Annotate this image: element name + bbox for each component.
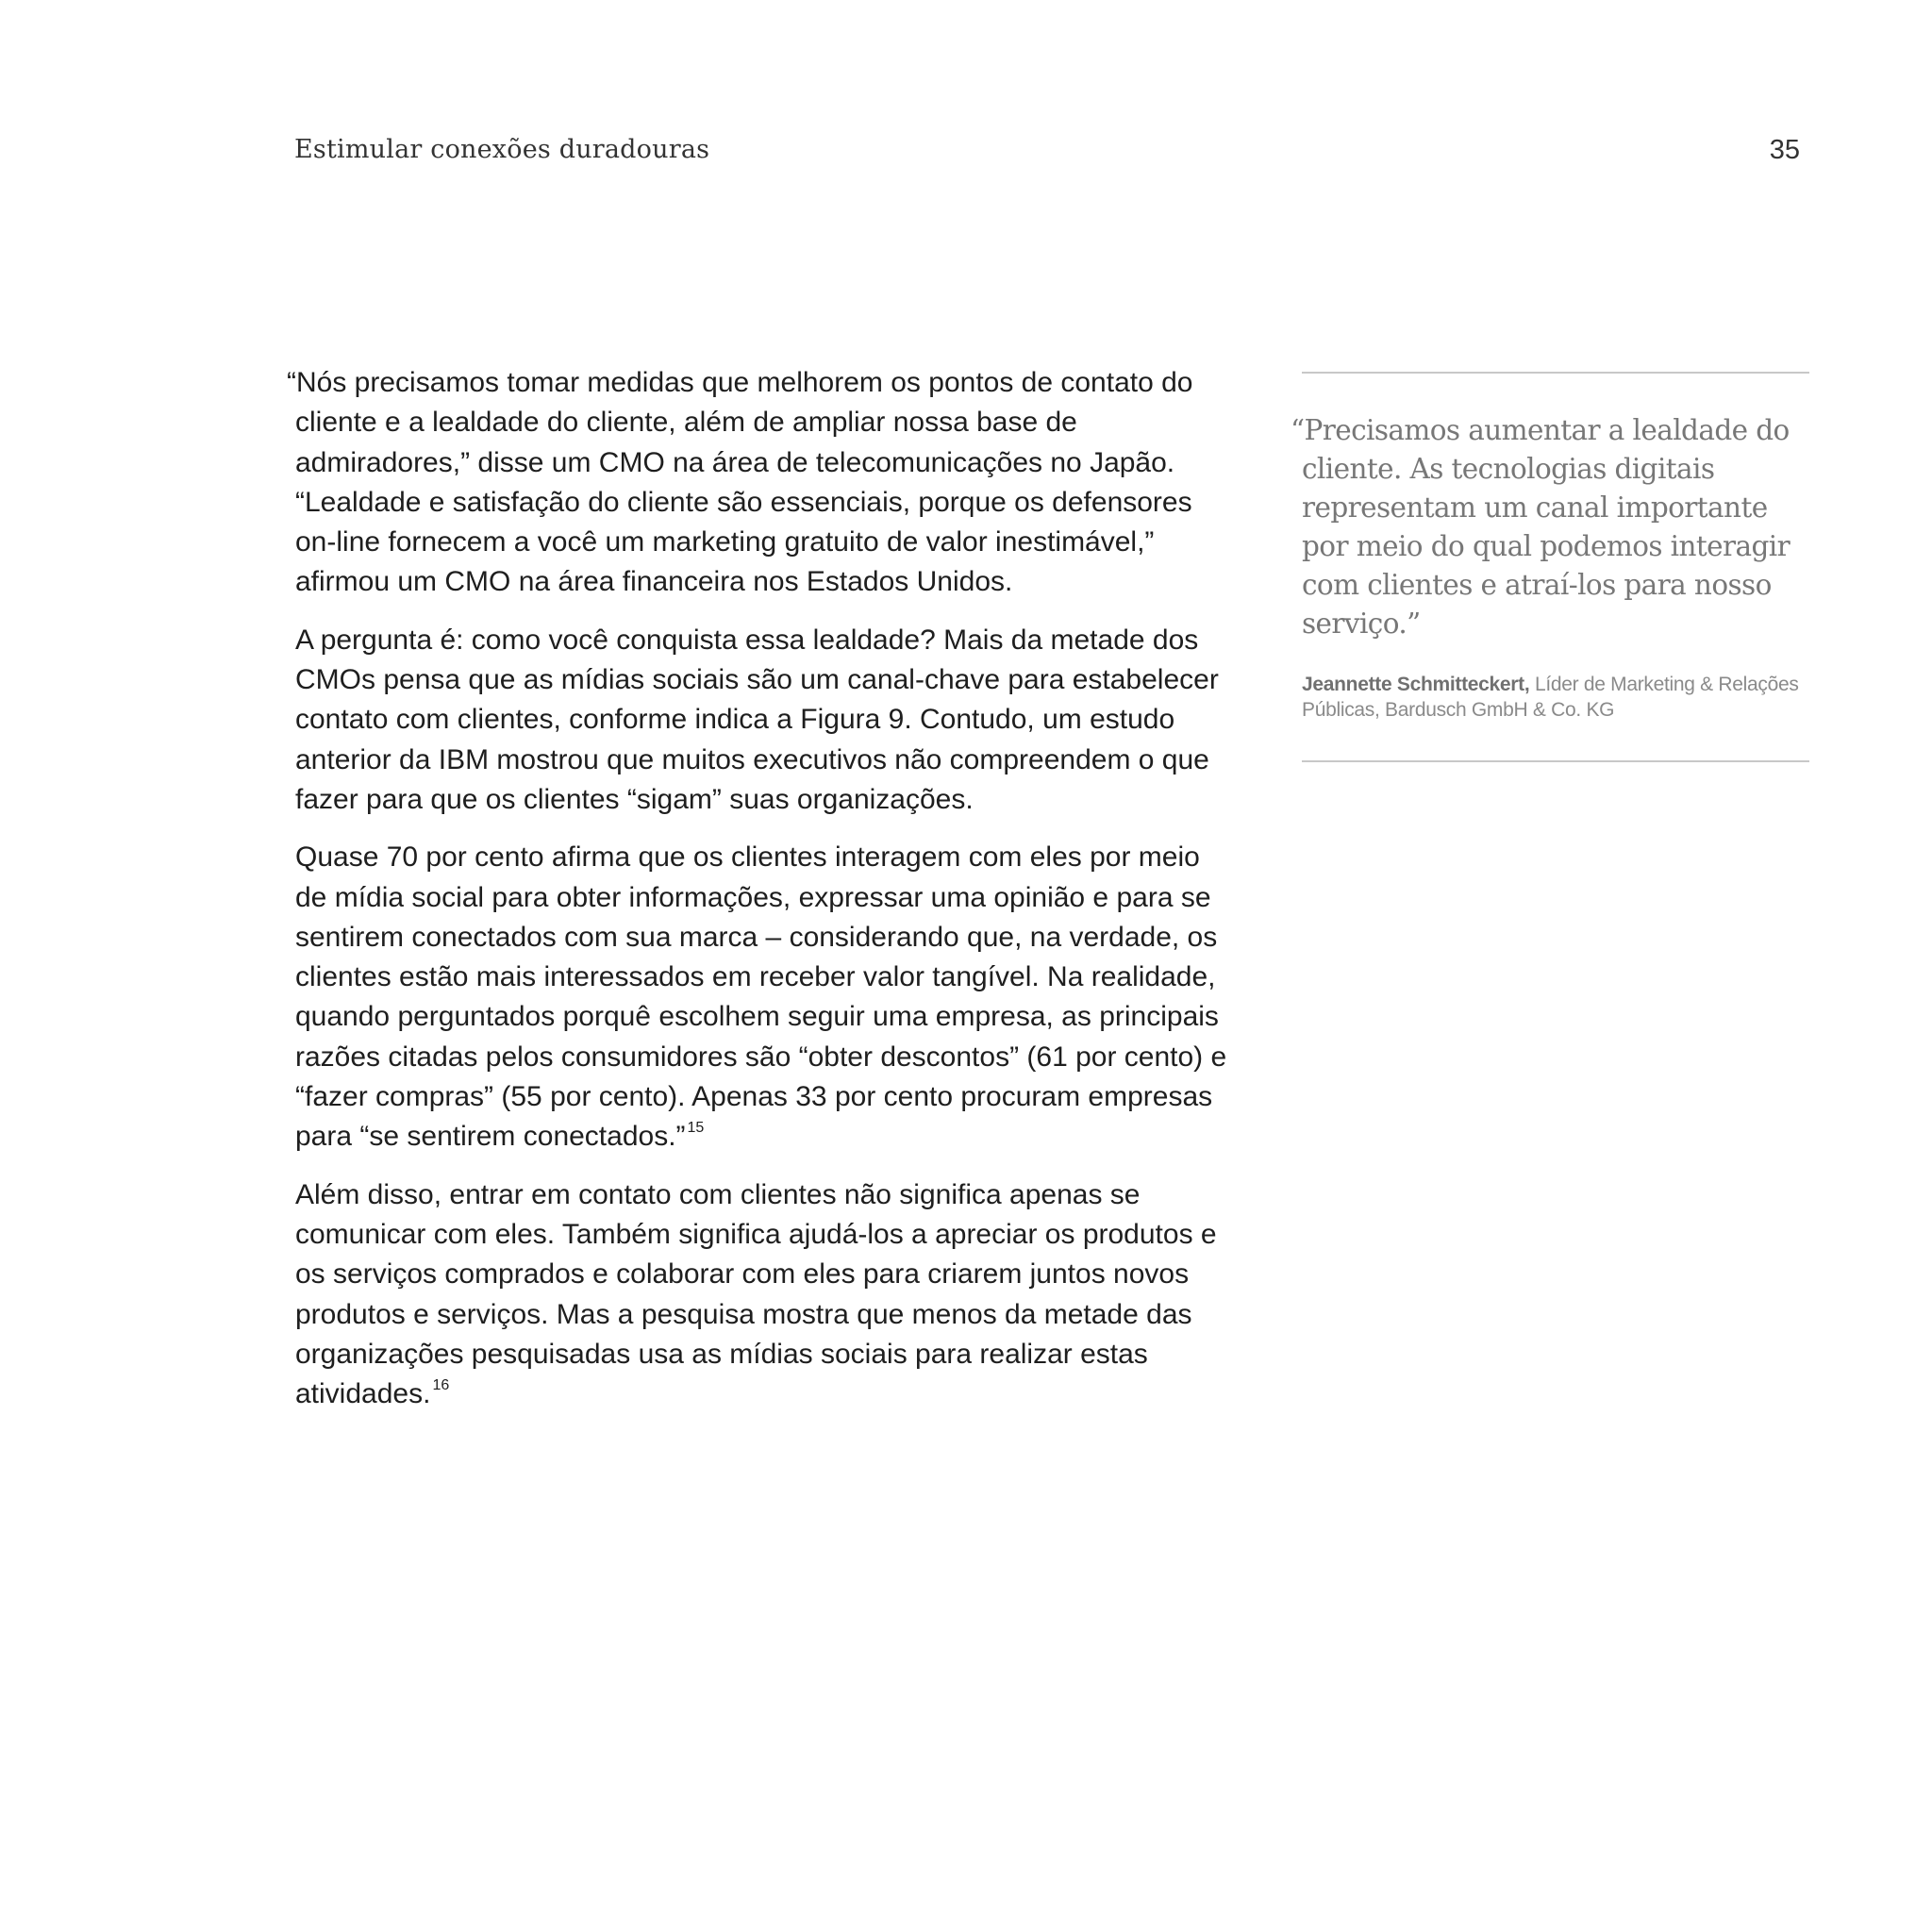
paragraph-1-quote-1: “Nós precisamos tomar medidas que melhorem os pontos de contato do cliente e a lealdade do cliente, além de ampliar nossa base de admiradores,” disse um CMO na área de telecomunicações no Japão.	[287, 367, 1193, 478]
page-number: 35	[1769, 135, 1800, 165]
paragraph-2: A pergunta é: como você conquista essa lealdade? Mais da metade dos CMOs pensa que as mídias sociais são um canal-chave para estabelecer contato com clientes, conforme indica a Figura 9. Contudo, um estudo anterior da IBM mostrou que muitos executivos não compreendem o que fazer para que os clientes “sigam” suas organizações.	[295, 624, 1219, 815]
sidebar-top-rule	[1302, 372, 1809, 374]
paragraph-4	[287, 1175, 1230, 1415]
paragraph-4-text: Além disso, entrar em contato com clientes não significa apenas se comunicar com eles. Também significa ajudá-los a apreciar os produtos e os serviços comprados e colaborar com eles para criarem juntos novos produtos e serviços. Mas a pesquisa mostra que menos da metade das organizações pesquisadas usa as mídias sociais para realizar estas atividades.	[295, 1178, 1217, 1410]
paragraph-1-quote-2: “Lealdade e satisfação do cliente são essenciais, porque os defensores on-line fornecem a você um marketing gratuito de valor inestimável,” afirmou um CMO na área financeira nos Estados Unidos.	[295, 486, 1192, 598]
footnote-ref-15: 15	[687, 1120, 705, 1137]
paragraph-3-text: Quase 70 por cento afirma que os clientes interagem com eles por meio de mídia social para obter informações, expressar uma opinião e para se sentirem conectados com sua marca – considerando que, na verdade, os clientes estão mais interessados em receber valor tangível. Na realidade, quando perguntados porquê escolhem seguir uma empresa, as principais razões citadas pelos consumidores são “obter descontos” (61 por cento) e “fazer compras” (55 por cento). Apenas 33 por cento procuram empresas para “se sentirem conectados.”	[295, 841, 1227, 1153]
paragraph-3	[287, 838, 1230, 1157]
attribution-role: Líder de Marketing & Relações Públicas, Bardusch GmbH & Co. KG	[1302, 674, 1799, 721]
sidebar-bottom-rule	[1302, 760, 1809, 762]
paragraph-1	[287, 363, 1230, 603]
attribution-name: Jeannette Schmitteckert,	[1302, 674, 1530, 695]
pull-quote-text: “Precisamos aumentar a lealdade do cliente. As tecnologias digitais representam um canal importante por meio do qual podemos interagir com clientes e atraí-los para nosso serviço.”	[1291, 414, 1790, 640]
running-head-title: Estimular conexões duradouras	[294, 135, 710, 164]
pull-quote-attribution	[1302, 672, 1809, 723]
footnote-ref-16: 16	[432, 1377, 450, 1394]
body-text-column	[287, 363, 1230, 1432]
pull-quote-sidebar	[1291, 372, 1809, 762]
